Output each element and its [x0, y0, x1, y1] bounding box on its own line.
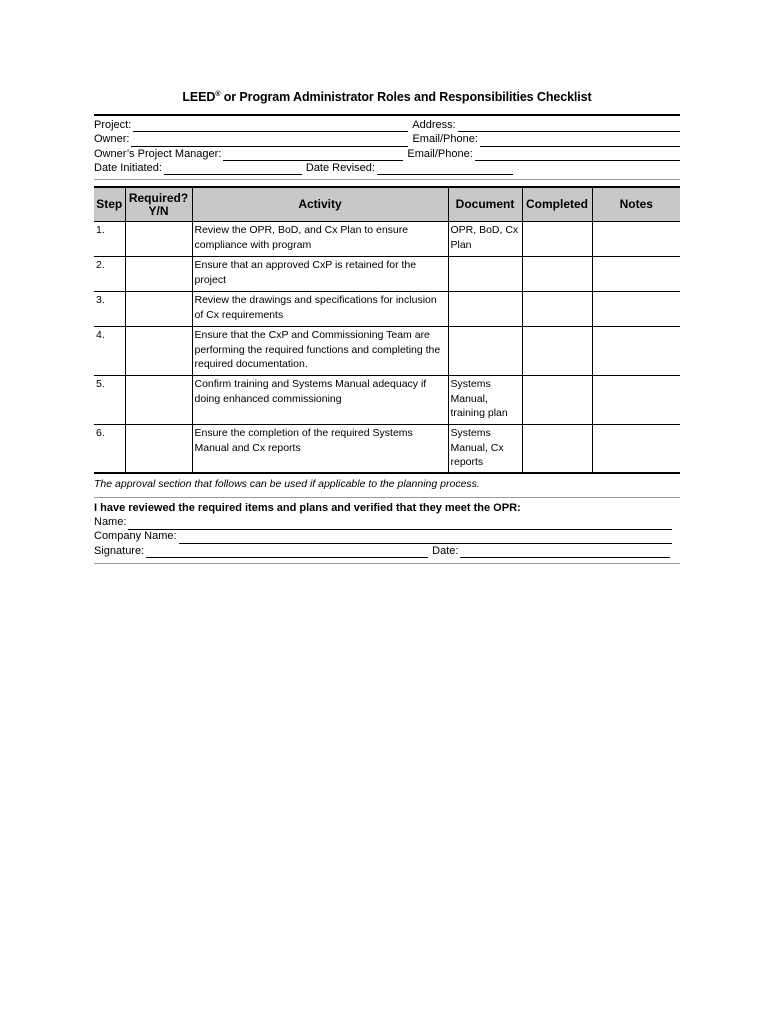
- required-cell[interactable]: [125, 376, 192, 425]
- completed-cell[interactable]: [522, 327, 592, 376]
- completed-cell[interactable]: [522, 257, 592, 292]
- approval-section: [94, 497, 680, 559]
- owner-label: Owner:: [94, 133, 130, 146]
- completed-cell[interactable]: [522, 425, 592, 473]
- approval-rule: [94, 563, 680, 564]
- company-name-label: Company Name:: [94, 530, 177, 543]
- step-cell: 1.: [94, 222, 125, 257]
- table-row: [94, 292, 680, 327]
- info-row-opm: [94, 147, 680, 161]
- project-label: Project:: [94, 119, 132, 131]
- required-cell[interactable]: [125, 222, 192, 257]
- header-step: Step: [94, 187, 125, 222]
- notes-cell[interactable]: [592, 257, 680, 292]
- step-cell: 6.: [94, 425, 125, 473]
- title-registered-mark: ®: [215, 90, 221, 98]
- activity-cell: Ensure that an approved CxP is retained for the project: [192, 257, 448, 292]
- document-cell: [448, 257, 522, 292]
- activity-cell: Review the OPR, BoD, and Cx Plan to ensure compliance with program: [192, 222, 448, 257]
- owner-email-phone-field[interactable]: [480, 135, 680, 147]
- notes-cell[interactable]: [592, 327, 680, 376]
- activity-cell: Ensure the completion of the required Systems Manual and Cx reports: [192, 425, 448, 473]
- notes-cell[interactable]: [592, 376, 680, 425]
- name-field[interactable]: [128, 518, 672, 530]
- project-field[interactable]: [133, 120, 408, 132]
- header-notes: Notes: [592, 187, 680, 222]
- table-row: [94, 257, 680, 292]
- signature-label: Signature:: [94, 544, 145, 557]
- approval-row-company: [94, 530, 680, 544]
- date-revised-label: Date Revised:: [305, 161, 375, 174]
- document-cell: Systems Manual, training plan: [448, 376, 522, 425]
- completed-cell[interactable]: [522, 376, 592, 425]
- date-revised-field[interactable]: [377, 163, 513, 175]
- completed-cell[interactable]: [522, 222, 592, 257]
- activity-cell: Confirm training and Systems Manual adequacy if doing enhanced commissioning: [192, 376, 448, 425]
- document-cell: [448, 292, 522, 327]
- opm-email-phone-label: Email/Phone:: [407, 147, 473, 160]
- checklist-page: [94, 86, 680, 564]
- approval-heading: I have reviewed the required items and plans and verified that they meet the OPR:: [94, 501, 521, 514]
- date-label: Date:: [432, 544, 459, 557]
- info-rule: [94, 179, 680, 180]
- name-label: Name:: [94, 515, 127, 528]
- approval-row-signature: [94, 544, 680, 558]
- table-header-row: [94, 187, 680, 222]
- opm-email-phone-field[interactable]: [475, 149, 680, 161]
- info-row-owner: [94, 132, 680, 146]
- info-row-project: [94, 118, 680, 132]
- date-initiated-label: Date Initiated:: [94, 161, 162, 174]
- address-field[interactable]: [458, 120, 680, 132]
- required-cell[interactable]: [125, 425, 192, 473]
- notes-cell[interactable]: [592, 222, 680, 257]
- step-cell: 3.: [94, 292, 125, 327]
- table-row: [94, 376, 680, 425]
- activity-cell: Review the drawings and specifications for inclusion of Cx requirements: [192, 292, 448, 327]
- info-row-dates: [94, 161, 680, 175]
- document-cell: [448, 327, 522, 376]
- opm-label: Owner’s Project Manager:: [94, 147, 222, 160]
- date-field[interactable]: [460, 546, 670, 558]
- activity-cell: Ensure that the CxP and Commissioning Team are performing the required functions and completing the required documentation.: [192, 327, 448, 376]
- owner-field[interactable]: [131, 135, 408, 147]
- header-activity: Activity: [192, 187, 448, 222]
- title-leed: LEED: [182, 90, 216, 104]
- header-required: Required? Y/N: [125, 187, 192, 222]
- approval-note: The approval section that follows can be used if applicable to the planning process.: [94, 477, 480, 490]
- table-row: [94, 327, 680, 376]
- step-cell: 2.: [94, 257, 125, 292]
- opm-field[interactable]: [223, 149, 403, 161]
- document-title: [94, 86, 680, 108]
- title-text: or Program Administrator Roles and Responsibilities Checklist: [220, 90, 592, 104]
- step-cell: 5.: [94, 376, 125, 425]
- required-cell[interactable]: [125, 327, 192, 376]
- approval-row-name: [94, 515, 680, 529]
- document-cell: OPR, BoD, Cx Plan: [448, 222, 522, 257]
- document-cell: Systems Manual, Cx reports: [448, 425, 522, 473]
- owner-email-phone-label: Email/Phone:: [412, 133, 478, 146]
- responsibilities-table: [94, 186, 680, 474]
- notes-cell[interactable]: [592, 292, 680, 327]
- project-info: [94, 116, 680, 175]
- table-row: [94, 222, 680, 257]
- notes-cell[interactable]: [592, 425, 680, 473]
- address-label: Address:: [412, 119, 456, 131]
- step-cell: 4.: [94, 327, 125, 376]
- company-name-field[interactable]: [179, 532, 672, 544]
- required-cell[interactable]: [125, 292, 192, 327]
- date-initiated-field[interactable]: [164, 163, 302, 175]
- required-cell[interactable]: [125, 257, 192, 292]
- header-completed: Completed: [522, 187, 592, 222]
- completed-cell[interactable]: [522, 292, 592, 327]
- header-document: Document: [448, 187, 522, 222]
- table-row: [94, 425, 680, 473]
- signature-field[interactable]: [146, 546, 428, 558]
